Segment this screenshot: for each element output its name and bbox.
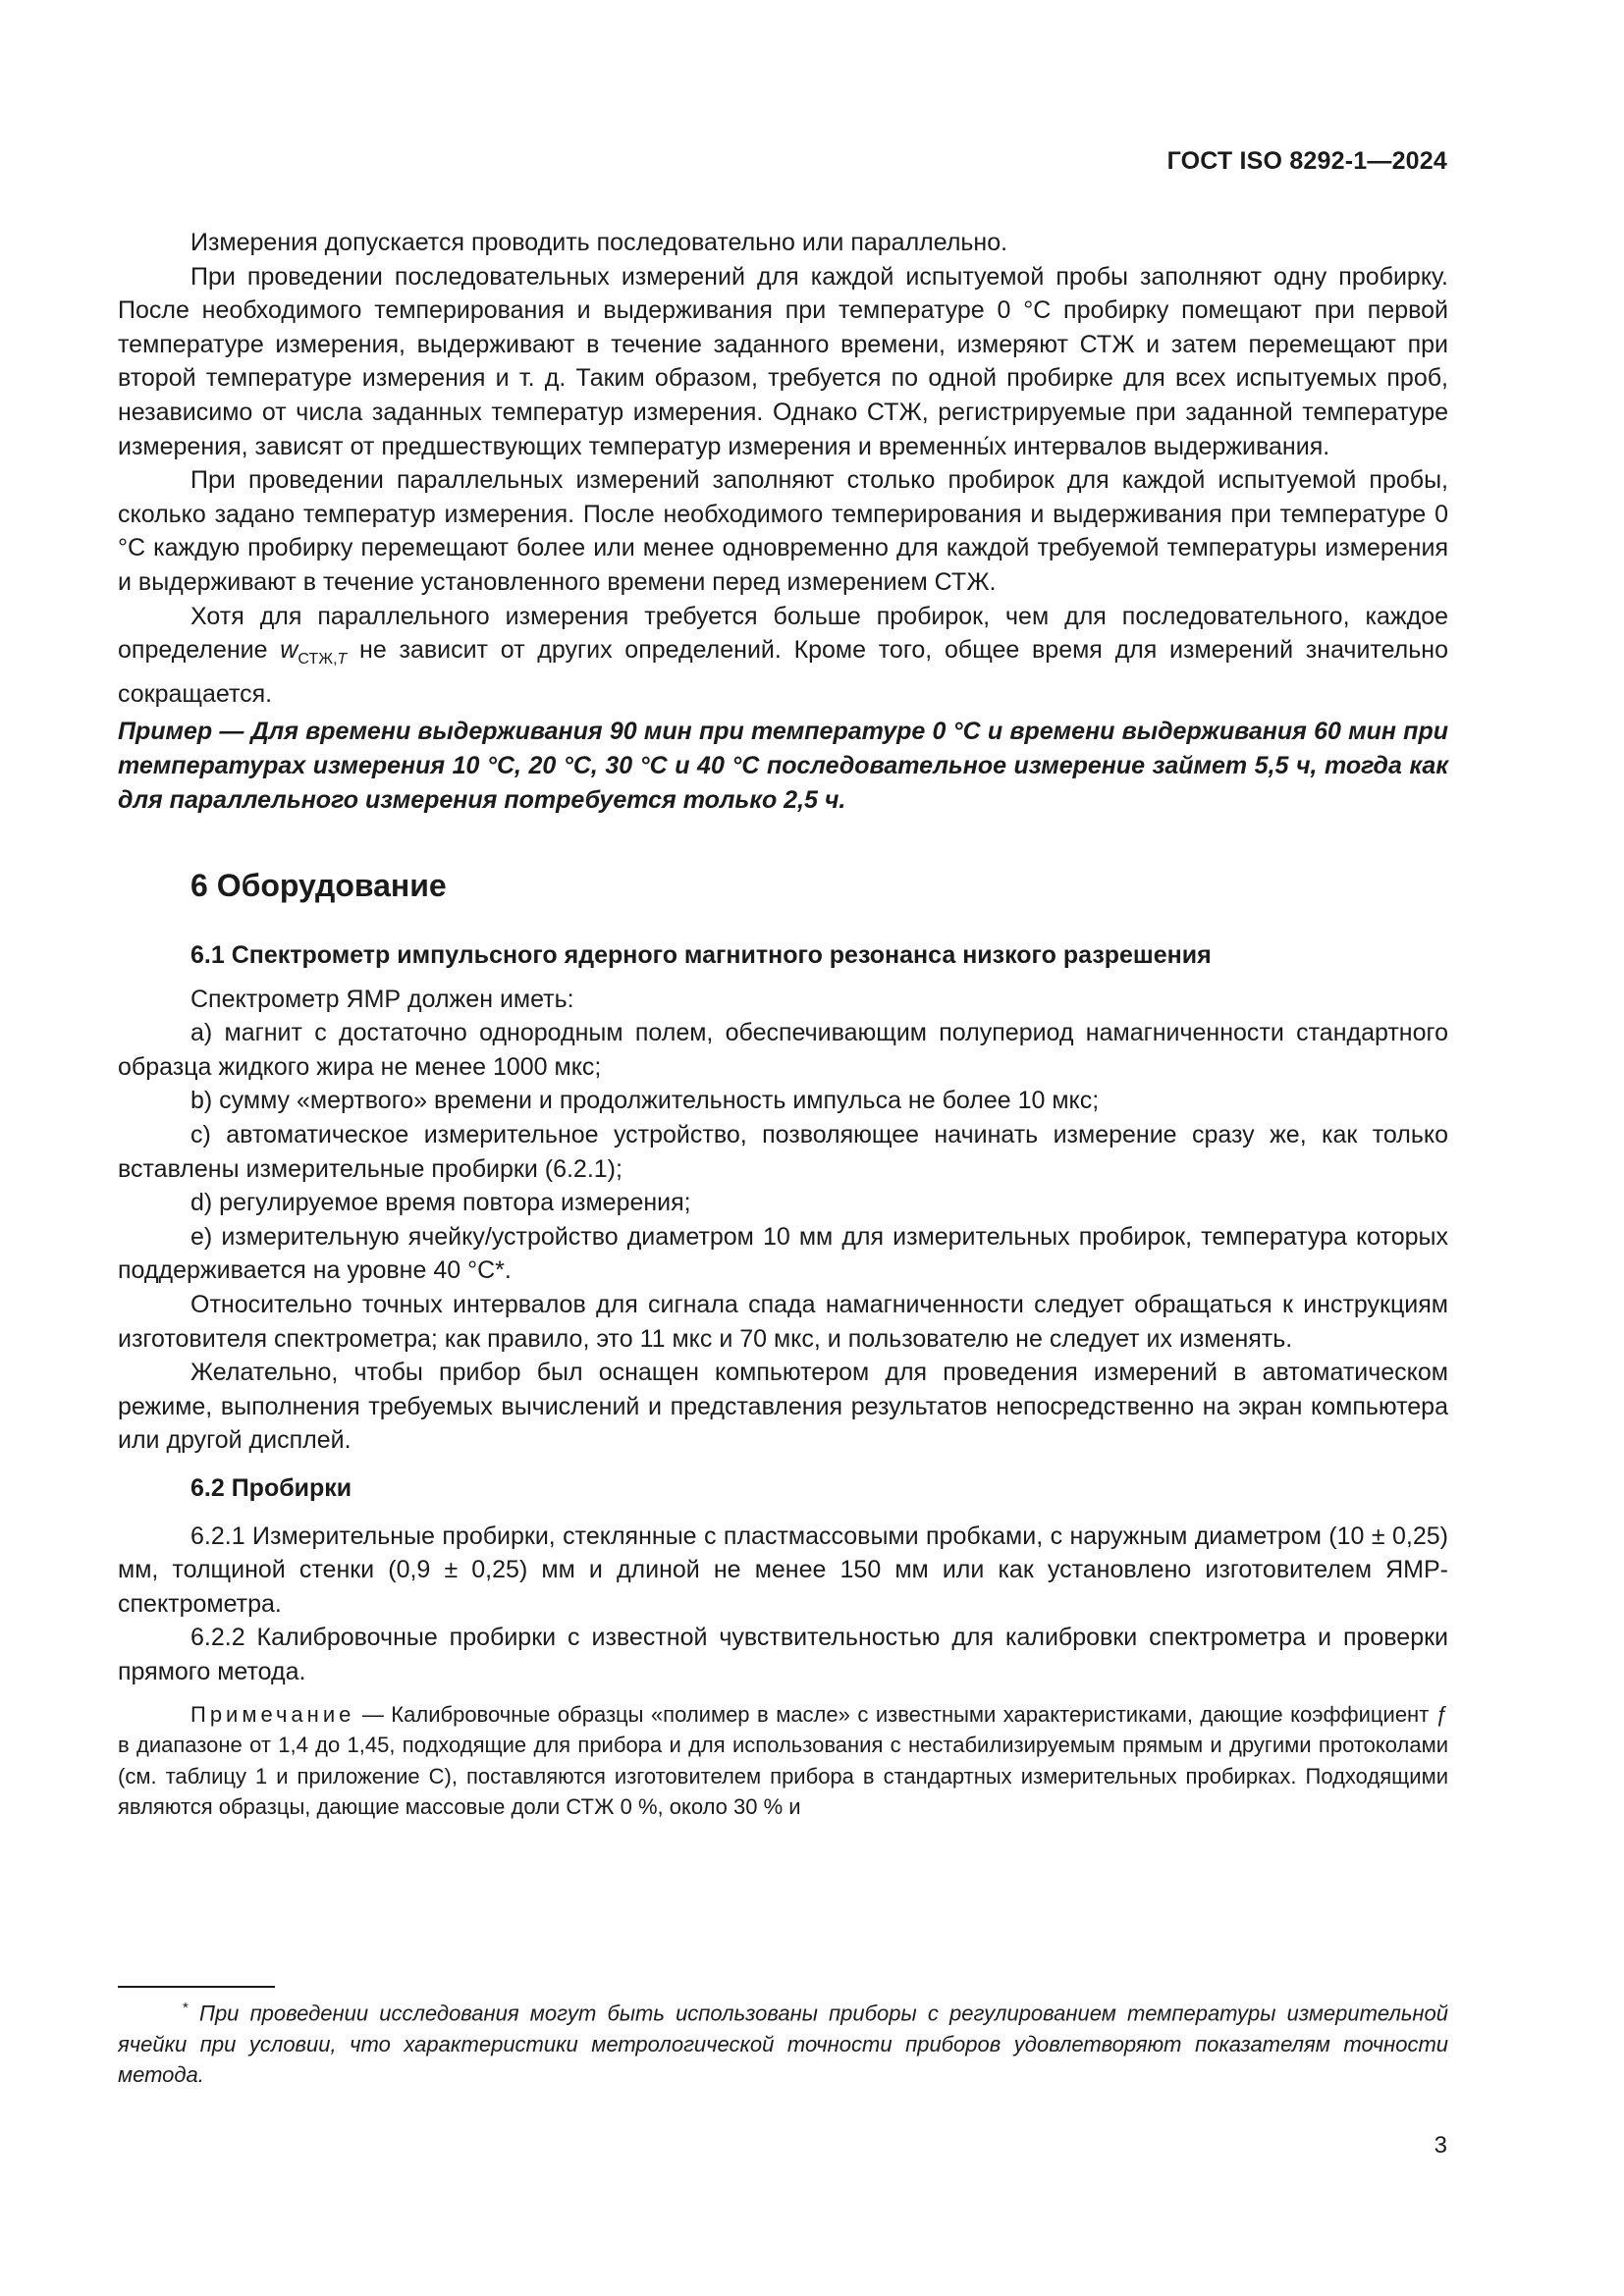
- paragraph: Измерения допускается проводить последовательно или параллельно.: [190, 229, 1008, 256]
- paragraph-text: Хотя для параллельного измерения требуется больше пробирок, чем для последовательного, каждое определение: [118, 602, 1448, 665]
- list-item: b) сумму «мертвого» времени и продолжительность импульса не более 10 мкс;: [190, 1087, 1100, 1115]
- subscript-text: СТЖ,: [298, 651, 338, 668]
- note: [118, 1699, 1448, 1823]
- section-heading: 6 Оборудование: [190, 868, 447, 904]
- paragraph: 6.2.1 Измерительные пробирки, стеклянные с пластмассовыми пробками, с наружным диаметром (10 ± 0,25) мм, толщиной стенки (0,9 ± 0,25) мм и длиной не менее 150 мм или как установлено изготовителем ЯМР-спектрометра.: [118, 1522, 1448, 1618]
- subscript-t: T: [337, 651, 348, 668]
- spacer: [118, 1689, 1448, 1699]
- symbol-w: w: [280, 636, 298, 665]
- example: Пример — Для времени выдерживания 90 мин при температуре 0 °С и времени выдерживания 60 мин при температурах измерения 10 °С, 20 °С, 30 °С и 40 °С последовательное измерение займет 5,5 ч, тогда как для параллельного измерения потребуется только 2,5 ч.: [118, 718, 1448, 814]
- subsection-heading: 6.2 Пробирки: [190, 1474, 352, 1502]
- list-item: a) магнит с достаточно однородным полем, обеспечивающим полупериод намагниченности стандартного образца жидкого жира не менее 1000 мкс;: [118, 1019, 1448, 1081]
- body-text: [118, 226, 1448, 1823]
- list-item: d) регулируемое время повтора измерения;: [190, 1189, 691, 1217]
- paragraph: При проведении параллельных измерений заполняют столько пробирок для каждой испытуемой пробы, сколько задано температур измерения. После необходимого темперирования и выдерживания при температуре 0 °С каждую пробирку перемещают более или менее одновременно для каждой требуемой температуры измерения и выдерживают в течение установленного времени перед измерением СТЖ.: [118, 466, 1448, 596]
- footnote-text: При проведении исследования могут быть использованы приборы с регулированием температуры измерительной ячейки при условии, что характеристики метрологической точности приборов удовлетворяют показателям точности метода.: [118, 2001, 1448, 2088]
- document-id: ГОСТ ISO 8292-1—2024: [1166, 147, 1447, 175]
- subsection-heading: 6.1 Спектрометр импульсного ядерного магнитного резонанса низкого разрешения: [190, 941, 1212, 970]
- paragraph: Относительно точных интервалов для сигнала спада намагниченности следует обращаться к инструкциям изготовителя спектрометра; как правило, это 11 мкс и 70 мкс, и пользователю не следует их изменять.: [118, 1291, 1448, 1353]
- footnote-rule: [118, 1986, 275, 1988]
- list-item: e) измерительную ячейку/устройство диаметром 10 мм для измерительных пробирок, температура которых поддерживается на уровне 40 °С*.: [118, 1222, 1448, 1285]
- paragraph: Спектрометр ЯМР должен иметь:: [190, 985, 574, 1013]
- page-number: 3: [1434, 2132, 1447, 2159]
- paragraph: Желательно, чтобы прибор был оснащен компьютером для проведения измерений в автоматическом режиме, выполнения требуемых вычислений и представления результатов непосредственно на экран компьютера или другой дисплей.: [118, 1359, 1448, 1455]
- footnote: [118, 1993, 1448, 2091]
- paragraph: При проведении последовательных измерений для каждой испытуемой пробы заполняют одну пробирку. После необходимого темперирования и выдерживания при температуре 0 °С пробирку помещают при первой температуре измерения, выдерживают в течение заданного времени, измеряют СТЖ и затем перемещают при второй температуре измерения и т. д. Таким образом, требуется по одной пробирке для всех испытуемых проб, независимо от числа заданных температур измерения. Однако СТЖ, регистрируемые при заданной температуре измерения, зависят от предшествующих температур измерения и временны́х интервалов выдерживания.: [118, 262, 1448, 460]
- subscript: [298, 651, 347, 667]
- paragraph: [118, 600, 1448, 712]
- paragraph-text: не зависит от других определений. Кроме того, общее время для измерений значительно сокращается.: [118, 636, 1448, 708]
- spacer: [118, 1458, 1448, 1471]
- paragraph: 6.2.2 Калибровочные пробирки с известной чувствительностью для калибровки спектрометра и проверки прямого метода.: [118, 1624, 1448, 1685]
- spacer: [118, 1506, 1448, 1520]
- list-item: c) автоматическое измерительное устройство, позволяющее начинать измерение сразу же, как только вставлены измерительные пробирки (6.2.1);: [118, 1121, 1448, 1183]
- spacer: [118, 905, 1448, 938]
- footnote-mark: *: [183, 2000, 189, 2016]
- spacer: [118, 817, 1448, 866]
- note-text: — Калибровочные образцы «полимер в масле» с известными характеристиками, дающие коэффициент ƒ в диапазоне от 1,4 до 1,45, подходящие для прибора и для использования с нестабилизируемым прямым и другими протоколами (см. таблицу 1 и приложение С), поставляются изготовителем прибора в стандартных измерительных пробирках. Подходящими являются образцы, дающие массовые доли СТЖ 0 %, около 30 % и: [118, 1701, 1448, 1820]
- note-label: Примечание: [190, 1701, 355, 1727]
- spacer: [118, 973, 1448, 983]
